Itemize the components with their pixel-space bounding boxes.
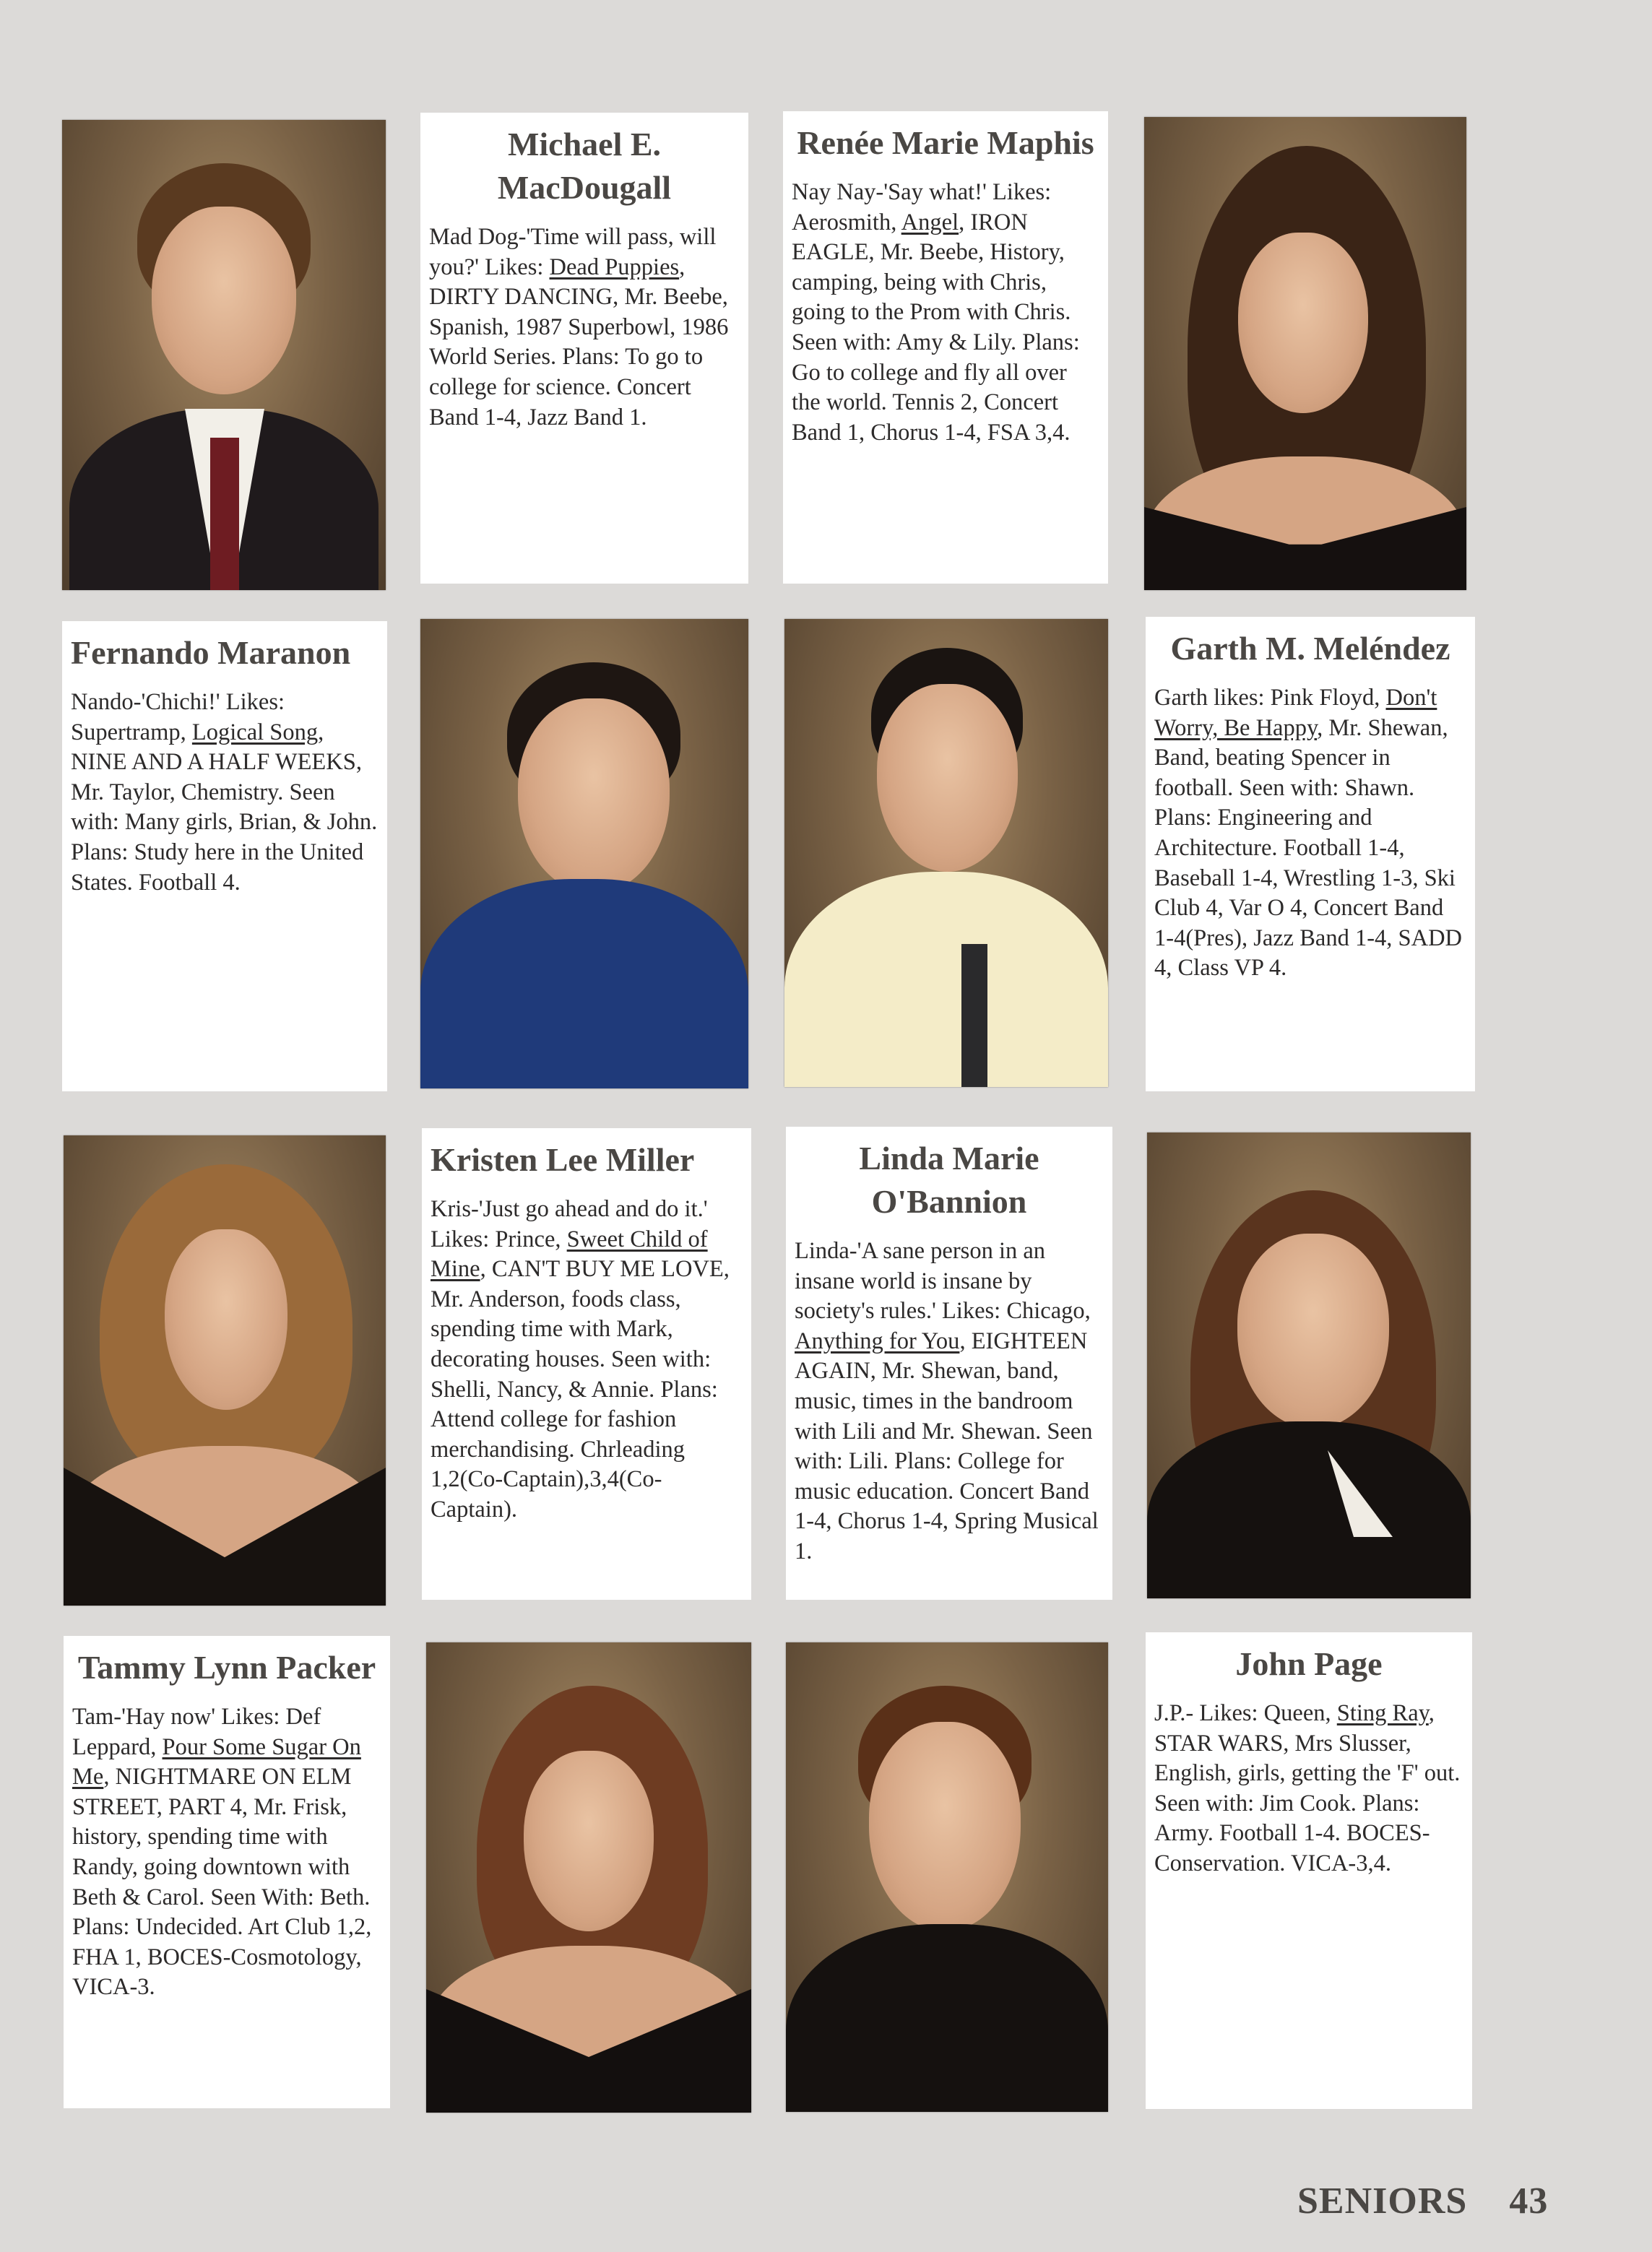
portrait-renee-maphis (1144, 117, 1466, 590)
senior-name: Tammy Lynn Packer (77, 1649, 376, 1686)
favorite-song: Dead Puppies (549, 254, 680, 280)
senior-bio: Tam-'Hay now' Likes: Def Leppard, Pour Some Sugar On Me, NIGHTMARE ON ELM STREET, PART 4, Mr. Frisk, history, spending time with Randy, going downtown with Beth & Carol. Seen With: Beth. Plans: Undecided. Art Club 1,2, FHA 1, BOCES-Cosmotology, VICA-3. (72, 1704, 372, 2001)
senior-name: John Page (1235, 1645, 1383, 1682)
senior-card-tammy-packer (64, 1636, 390, 2108)
senior-card-linda-obannion (786, 1127, 1112, 1600)
senior-bio: Nando-'Chichi!' Likes: Supertramp, Logical Song, NINE AND A HALF WEEKS, Mr. Taylor, Chemistry. Seen with: Many girls, Brian, & John. Plans: Study here in the United States. Football 4. (71, 689, 378, 896)
senior-card-fernando-maranon (62, 621, 387, 1091)
senior-bio: Linda-'A sane person in an insane world is insane by society's rules.' Likes: Chicago, Anything for You, EIGHTEEN AGAIN, Mr. Shewan, band, music, times in the bandroom with Lili and Mr. Shewan. Seen with: Lili. Plans: College for music education. Concert Band 1-4, Chorus 1-4, Spring Musical 1. (795, 1238, 1099, 1564)
portrait-linda-obannion (1147, 1133, 1471, 1598)
favorite-song: Sweet Child of Mine (431, 1226, 708, 1283)
section-label: SENIORS (1297, 2180, 1468, 2222)
senior-card-garth-melendez (1146, 617, 1475, 1091)
senior-name: Linda Marie O'Bannion (859, 1140, 1039, 1220)
page-number: 43 (1509, 2180, 1549, 2222)
portrait-kristen-miller (64, 1135, 386, 1606)
portrait-fernando-maranon (420, 619, 748, 1088)
senior-bio: J.P.- Likes: Queen, Sting Ray, STAR WARS, Mrs Slusser, English, girls, getting the 'F' out. Seen with: Jim Cook. Plans: Army. Football 1-4. BOCES-Conservation. VICA-3,4. (1154, 1700, 1461, 1876)
senior-bio: Nay Nay-'Say what!' Likes: Aerosmith, Angel, IRON EAGLE, Mr. Beebe, History, camping, being with Chris, going to the Prom with Chris. Seen with: Amy & Lily. Plans: Go to college and fly all over the world. Tennis 2, Concert Band 1, Chorus 1-4, FSA 3,4. (792, 179, 1080, 446)
senior-bio: Kris-'Just go ahead and do it.' Likes: Prince, Sweet Child of Mine, CAN'T BUY ME LOVE, Mr. Anderson, foods class, spending time with Mark, decorating houses. Seen with: Shelli, Nancy, & Annie. Plans: Attend college for fashion merchandising. Chrleading 1,2(Co-Captain),3,4(Co-Captain). (431, 1196, 730, 1523)
senior-name: Michael E. MacDougall (497, 126, 672, 206)
favorite-song: Pour Some Sugar On Me (72, 1733, 361, 1790)
senior-name: Fernando Maranon (71, 634, 351, 671)
portrait-tammy-packer (426, 1642, 751, 2113)
portrait-john-page (786, 1642, 1108, 2112)
favorite-song: Anything for You (795, 1328, 960, 1354)
senior-name: Garth M. Meléndez (1170, 630, 1450, 667)
portrait-michael-macdougall (62, 120, 386, 590)
senior-card-renee-maphis (783, 111, 1108, 584)
senior-card-michael-macdougall (420, 113, 748, 584)
senior-name: Kristen Lee Miller (431, 1141, 695, 1178)
favorite-song: Don't Worry, Be Happy (1154, 685, 1437, 741)
favorite-song: Logical Song (191, 719, 319, 745)
portrait-garth-melendez (784, 619, 1108, 1087)
favorite-song: Sting Ray (1336, 1700, 1429, 1726)
senior-card-kristen-miller (422, 1128, 751, 1600)
favorite-song: Angel (901, 209, 959, 235)
senior-name: Renée Marie Maphis (797, 124, 1094, 161)
senior-card-john-page (1146, 1632, 1472, 2109)
page-footer (1297, 2180, 1548, 2222)
senior-bio: Mad Dog-'Time will pass, will you?' Likes: Dead Puppies, DIRTY DANCING, Mr. Beebe, Spanish, 1987 Superbowl, 1986 World Series. Plans: To go to college for science. Concert Band 1-4, Jazz Band 1. (429, 224, 729, 430)
senior-bio: Garth likes: Pink Floyd, Don't Worry, Be Happy, Mr. Shewan, Band, beating Spencer in football. Seen with: Shawn. Plans: Engineering and Architecture. Football 1-4, Baseball 1-4, Wrestling 1-3, Ski Club 4, Var O 4, Concert Band 1-4(Pres), Jazz Band 1-4, SADD 4, Class VP 4. (1154, 685, 1463, 982)
